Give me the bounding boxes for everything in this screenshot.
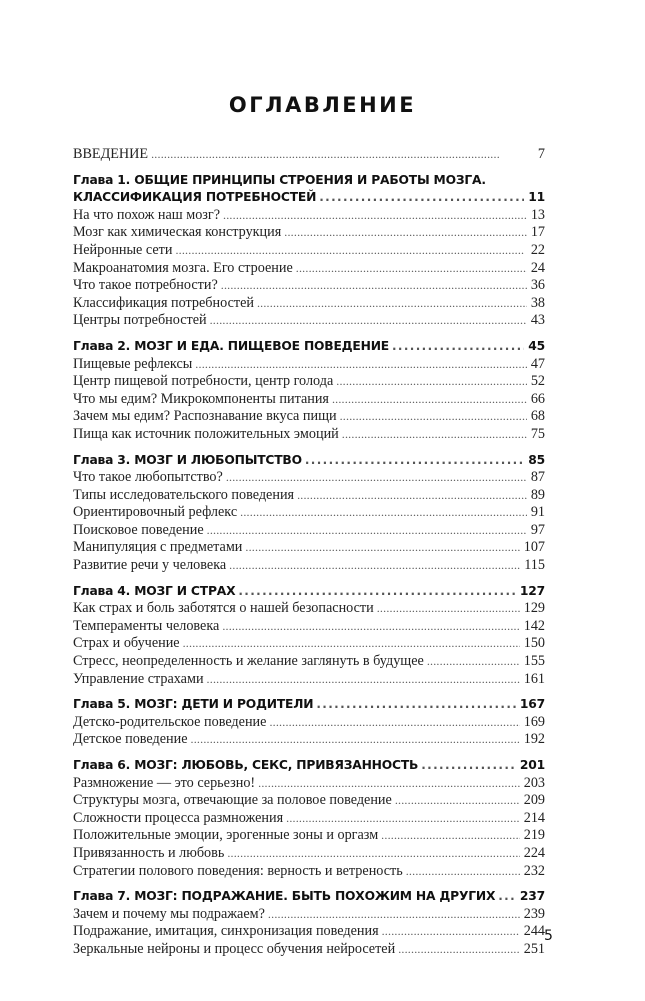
entry-label: Структуры мозга, отвечающие за половое поведение: [73, 792, 392, 809]
dot-leader: [286, 810, 520, 828]
entry-page: 232: [523, 862, 545, 879]
chapter-page: 11: [528, 190, 545, 205]
dot-leader: [381, 827, 520, 845]
entry-label: Размножение — это серьезно!: [73, 774, 256, 791]
chapter-page: 85: [528, 452, 545, 467]
chapter-2: [73, 338, 545, 444]
dot-leader: [229, 557, 520, 575]
chapter-title: Глава 3. МОЗГ И ЛЮБОПЫТСТВО: [73, 452, 302, 467]
chapter-title: Глава 2. МОЗГ И ЕДА. ПИЩЕВОЕ ПОВЕДЕНИЕ: [73, 338, 389, 353]
toc-entry[interactable]: [73, 845, 545, 863]
dot-leader: [392, 338, 524, 356]
entry-label: Развитие речи у человека: [73, 557, 227, 574]
dot-leader: [245, 539, 519, 557]
entry-label: Центр пищевой потребности, центр голода: [73, 373, 334, 390]
dot-leader: [223, 207, 527, 225]
dot-leader: [268, 906, 520, 924]
chapter-7: [73, 888, 545, 958]
entry-page: 192: [523, 731, 545, 748]
dot-leader: [336, 373, 527, 391]
dot-leader: [221, 277, 527, 295]
toc-entry[interactable]: [73, 295, 545, 313]
dot-leader: [240, 504, 527, 522]
entry-page: 239: [523, 905, 545, 922]
entry-page: 155: [523, 653, 545, 670]
dot-leader: [210, 312, 527, 330]
chapter-heading[interactable]: [73, 338, 545, 356]
chapter-title: Глава 5. МОЗГ: ДЕТИ И РОДИТЕЛИ: [73, 697, 314, 712]
entry-label: Поисковое поведение: [73, 521, 204, 538]
entry-page: 169: [523, 713, 545, 730]
dot-leader: [377, 600, 520, 618]
toc-entry[interactable]: [73, 207, 545, 225]
chapter-page: 167: [519, 697, 545, 712]
entry-label: Типы исследовательского поведения: [73, 486, 295, 503]
entry-label: Страх и обучение: [73, 635, 180, 652]
chapter-heading[interactable]: [73, 583, 545, 601]
dot-leader: [195, 356, 527, 374]
dot-leader: [207, 671, 520, 689]
entry-page: 244: [523, 923, 545, 940]
entry-page: 97: [530, 521, 545, 538]
entry-page: 52: [530, 373, 545, 390]
entry-label: ВВЕДЕНИЕ: [73, 146, 149, 162]
entry-page: 68: [530, 408, 545, 425]
chapter-title: Глава 6. МОЗГ: ЛЮБОВЬ, СЕКС, ПРИВЯЗАННОСТЬ: [73, 758, 419, 772]
dot-leader: [398, 941, 520, 959]
page-title: ОГЛАВЛЕНИЕ: [228, 93, 417, 117]
chapter-title: Глава 7. МОЗГ: ПОДРАЖАНИЕ. БЫТЬ ПОХОЖИМ НА ДРУГИХ: [73, 889, 496, 904]
entry-label: Привязанность и любовь: [73, 844, 225, 861]
toc-entry[interactable]: [73, 356, 545, 374]
dot-leader: [297, 487, 527, 505]
entry-label: Стресс, неопределенность и желание заглянуть в будущее: [73, 653, 424, 670]
dot-leader: [395, 792, 520, 810]
entry-page: 13: [530, 206, 545, 223]
entry-label: Центры потребностей: [73, 312, 207, 329]
toc-entry[interactable]: [73, 863, 545, 881]
entry-page: 161: [523, 670, 545, 687]
entry-label: Положительные эмоции, эрогенные зоны и оргазм: [73, 827, 379, 844]
entry-label: Мозг как химическая конструкция: [73, 224, 282, 241]
dot-leader: [191, 731, 520, 749]
toc-entry[interactable]: [73, 312, 545, 330]
entry-label: Зачем мы едим? Распознавание вкуса пищи: [73, 408, 337, 425]
dot-leader: [427, 653, 520, 671]
toc-entry[interactable]: [73, 522, 545, 540]
entry-page: 24: [530, 259, 545, 276]
entry-page: 224: [523, 844, 545, 861]
entry-page: 203: [523, 774, 545, 791]
dot-leader: [316, 696, 516, 714]
entry-label: Что такое любопытство?: [73, 469, 223, 486]
entry-page: 214: [523, 809, 545, 826]
dot-leader: [207, 522, 527, 540]
toc-entry[interactable]: [73, 408, 545, 426]
chapter-title-line1[interactable]: Глава 1. ОБЩИЕ ПРИНЦИПЫ СТРОЕНИЯ И РАБОТЫ МОЗГА.: [73, 172, 486, 187]
entry-label: Что мы едим? Микрокомпоненты питания: [73, 390, 329, 407]
entry-page: 107: [523, 539, 545, 556]
entry-page: 7: [537, 146, 545, 162]
entry-page: 22: [530, 241, 545, 258]
entry-label: Зеркальные нейроны и процесс обучения нейросетей: [73, 940, 396, 957]
toc-entry[interactable]: [73, 941, 545, 959]
toc-entry[interactable]: [73, 469, 545, 487]
toc-entry[interactable]: [73, 242, 545, 260]
toc-entry[interactable]: [73, 653, 545, 671]
entry-label: Ориентировочный рефлекс: [73, 504, 238, 521]
chapter-4: [73, 583, 545, 689]
chapter-title: Глава 4. МОЗГ И СТРАХ: [73, 583, 236, 598]
entry-page: 150: [523, 635, 545, 652]
toc-entry[interactable]: [73, 731, 545, 749]
dot-leader: [226, 469, 527, 487]
chapter-page: 201: [519, 758, 545, 772]
entry-page: 142: [523, 617, 545, 634]
dot-leader: [342, 426, 527, 444]
dot-leader: [332, 391, 527, 409]
entry-label: Нейронные сети: [73, 241, 173, 258]
entry-page: 75: [530, 425, 545, 442]
chapter-title: КЛАССИФИКАЦИЯ ПОТРЕБНОСТЕЙ: [73, 190, 317, 205]
chapter-5: [73, 696, 545, 749]
entry-label: Детское поведение: [73, 731, 188, 748]
toc-entry[interactable]: [73, 906, 545, 924]
entry-page: 66: [530, 390, 545, 407]
chapter-6: [73, 757, 545, 880]
entry-page: 89: [530, 486, 545, 503]
entry-page: 219: [523, 827, 545, 844]
chapter-3: [73, 452, 545, 575]
toc-entry[interactable]: [73, 391, 545, 409]
toc-entry[interactable]: [73, 260, 545, 278]
toc-entry[interactable]: [73, 277, 545, 295]
toc-entry[interactable]: [73, 792, 545, 810]
entry-label: Стратегии полового поведения: верность и ветреность: [73, 862, 403, 879]
entry-page: 115: [524, 557, 545, 574]
dot-leader: [227, 845, 519, 863]
toc-entry[interactable]: [73, 827, 545, 845]
chapter-heading[interactable]: [73, 888, 545, 906]
dot-leader: [175, 242, 526, 260]
chapter-heading[interactable]: [73, 696, 545, 714]
dot-leader: [421, 757, 516, 775]
entry-label: Макроанатомия мозга. Его строение: [73, 259, 293, 276]
entry-page: 17: [530, 224, 545, 241]
entry-label: На что похож наш мозг?: [73, 206, 221, 223]
chapter-page: 127: [519, 583, 545, 598]
dot-leader: [305, 452, 524, 470]
entry-page: 87: [530, 469, 545, 486]
entry-page: 47: [530, 355, 545, 372]
dot-leader: [257, 295, 527, 313]
dot-leader: [498, 888, 516, 906]
dot-leader: [151, 146, 527, 164]
entry-page: 129: [523, 600, 545, 617]
toc-entry[interactable]: [73, 224, 545, 242]
toc-entry[interactable]: [73, 487, 545, 505]
entry-label: Детско-родительское поведение: [73, 713, 267, 730]
toc-entry[interactable]: [73, 373, 545, 391]
entry-page: 38: [530, 294, 545, 311]
toc-entry[interactable]: [73, 635, 545, 653]
dot-leader: [222, 618, 519, 636]
entry-page: 91: [530, 504, 545, 521]
entry-page: 251: [523, 940, 545, 957]
entry-label: Манипуляция с предметами: [73, 539, 243, 556]
dot-leader: [296, 260, 527, 278]
entry-label: Как страх и боль заботятся о нашей безопасности: [73, 600, 374, 617]
dot-leader: [258, 775, 520, 793]
entry-label: Подражание, имитация, синхронизация поведения: [73, 923, 379, 940]
entry-label: Пища как источник положительных эмоций: [73, 425, 339, 442]
entry-label: Зачем и почему мы подражаем?: [73, 905, 265, 922]
entry-label: Классификация потребностей: [73, 294, 254, 311]
entry-page: 209: [523, 792, 545, 809]
toc-entry[interactable]: [73, 600, 545, 618]
dot-leader: [238, 583, 516, 601]
dot-leader: [183, 635, 520, 653]
dot-leader: [284, 224, 527, 242]
toc-entry[interactable]: [73, 714, 545, 732]
dot-leader: [319, 189, 524, 207]
toc-entry[interactable]: [73, 810, 545, 828]
toc-entry[interactable]: [73, 426, 545, 444]
entry-label: Управление страхами: [73, 670, 204, 687]
entry-label: Что такое потребности?: [73, 277, 218, 294]
toc-entry[interactable]: [73, 539, 545, 557]
toc-entry-intro[interactable]: [73, 146, 545, 164]
entry-label: Темпераменты человека: [73, 617, 220, 634]
dot-leader: [269, 714, 519, 732]
toc-entry[interactable]: [73, 504, 545, 522]
chapter-page: 237: [519, 889, 545, 904]
entry-page: 36: [530, 277, 545, 294]
table-of-contents: [73, 146, 545, 959]
chapter-page: 45: [528, 338, 545, 353]
dot-leader: [406, 863, 520, 881]
chapter-1: [73, 172, 545, 330]
entry-label: Пищевые рефлексы: [73, 355, 193, 372]
entry-label: Сложности процесса размножения: [73, 809, 284, 826]
chapter-heading[interactable]: [73, 452, 545, 470]
dot-leader: [382, 923, 520, 941]
toc-entry[interactable]: [73, 618, 545, 636]
toc-entry[interactable]: [73, 775, 545, 793]
page-number: 5: [544, 928, 553, 944]
toc-entry[interactable]: [73, 557, 545, 575]
toc-entry[interactable]: [73, 923, 545, 941]
chapter-heading[interactable]: [73, 757, 545, 775]
entry-page: 43: [530, 312, 545, 329]
toc-entry[interactable]: [73, 671, 545, 689]
chapter-heading[interactable]: [73, 189, 545, 207]
dot-leader: [340, 408, 527, 426]
